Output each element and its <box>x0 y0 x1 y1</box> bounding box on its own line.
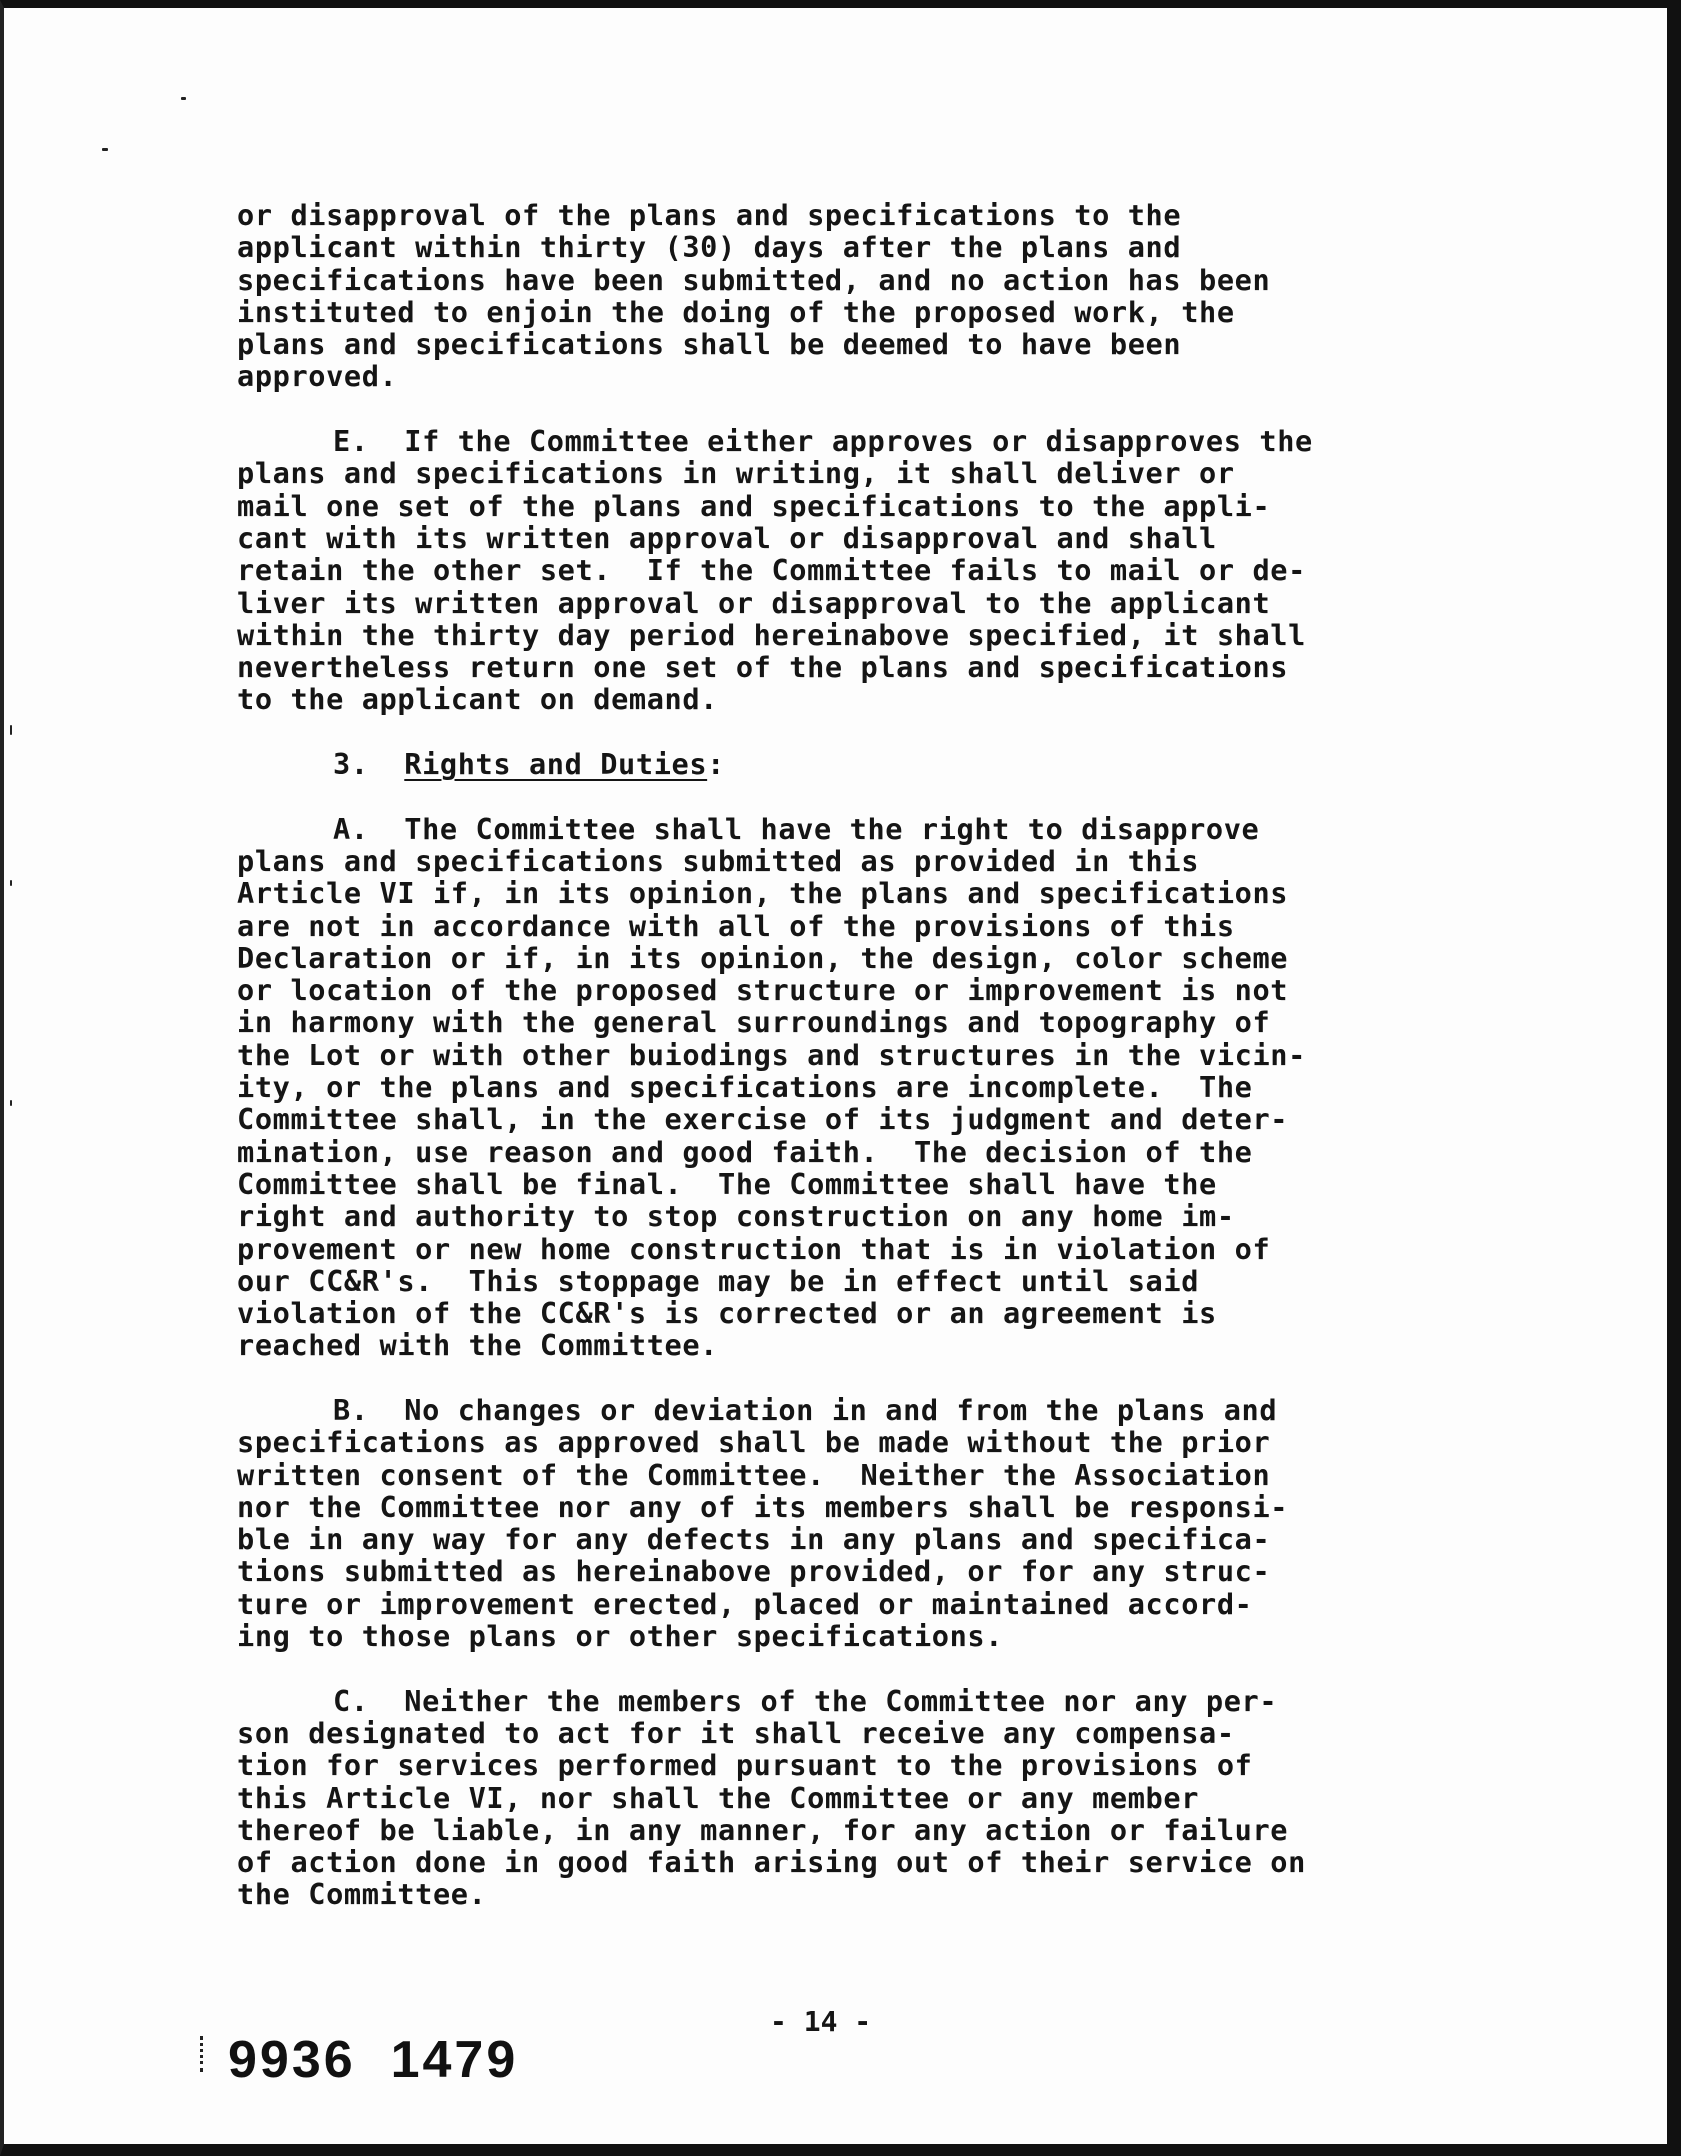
section-suffix: : <box>707 747 725 782</box>
section-number: 3. <box>333 747 369 782</box>
text-line: ity, or the plans and specifications are incomplete. The <box>237 1070 1253 1105</box>
text-line: in harmony with the general surroundings and topography of <box>237 1005 1271 1040</box>
scan-speck <box>181 97 186 100</box>
text-line: of action done in good faith arising out of their service on <box>237 1845 1306 1880</box>
text-line: right and authority to stop construction on any home im- <box>237 1199 1235 1234</box>
text-line: specifications have been submitted, and no action has been <box>237 262 1271 297</box>
margin-mark <box>200 2036 209 2072</box>
paragraph-gap <box>237 780 1417 812</box>
text-line: plans and specifications in writing, it shall deliver or <box>237 456 1235 491</box>
text-line: Committee shall be final. The Committee shall have the <box>237 1166 1217 1201</box>
text-line: the Committee. <box>237 1877 487 1912</box>
paragraph-gap <box>237 1652 1417 1684</box>
scan-speck <box>10 880 12 886</box>
text-line: the Lot or with other buiodings and structures in the vicin- <box>237 1037 1306 1072</box>
text-line: specifications as approved shall be made without the prior <box>237 1425 1271 1460</box>
text-line: applicant within thirty (30) days after the plans and <box>237 230 1182 265</box>
paragraph-c <box>237 1685 1417 1911</box>
paragraph-b <box>237 1394 1417 1652</box>
text-line: provement or new home construction that is in violation of <box>237 1231 1271 1266</box>
text-line: plans and specifications shall be deemed to have been <box>237 327 1182 362</box>
text-line: our CC&R's. This stoppage may be in effect until said <box>237 1263 1200 1298</box>
scan-speck <box>10 1100 12 1106</box>
text-line: nevertheless return one set of the plans and specifications <box>237 650 1289 685</box>
paragraph-a <box>237 813 1417 1362</box>
text-line: ture or improvement erected, placed or maintained accord- <box>237 1586 1253 1621</box>
section-heading <box>237 748 1417 780</box>
section-title: Rights and Duties <box>404 747 708 782</box>
text-line: mail one set of the plans and specifications to the appli- <box>237 488 1271 523</box>
scan-speck <box>102 148 108 151</box>
text-line: liver its written approval or disapproval to the applicant <box>237 585 1271 620</box>
text-line: plans and specifications submitted as provided in this <box>237 843 1200 878</box>
text-line: cant with its written approval or disapproval and shall <box>237 520 1217 555</box>
text-line: approved. <box>237 359 398 394</box>
text-line: within the thirty day period hereinabove specified, it shall <box>237 617 1306 652</box>
scan-speck <box>10 725 12 735</box>
text-line: Declaration or if, in its opinion, the design, color scheme <box>237 940 1289 975</box>
paragraph-e <box>237 425 1417 716</box>
text-line: B. No changes or deviation in and from the plans and <box>333 1392 1278 1427</box>
text-line: this Article VI, nor shall the Committee or any member <box>237 1780 1200 1815</box>
text-line: A. The Committee shall have the right to disapprove <box>333 811 1260 846</box>
text-line: Article VI if, in its opinion, the plans and specifications <box>237 876 1289 911</box>
text-line: thereof be liable, in any manner, for any action or failure <box>237 1812 1289 1847</box>
text-line: reached with the Committee. <box>237 1328 719 1363</box>
text-line: ble in any way for any defects in any plans and specifica- <box>237 1522 1271 1557</box>
text-line: tion for services performed pursuant to the provisions of <box>237 1748 1253 1783</box>
text-line: Committee shall, in the exercise of its judgment and deter- <box>237 1102 1289 1137</box>
text-line: or disapproval of the plans and specifications to the <box>237 198 1182 232</box>
text-line: E. If the Committee either approves or disapproves the <box>333 424 1313 459</box>
text-line: instituted to enjoin the doing of the proposed work, the <box>237 294 1235 329</box>
text-line: retain the other set. If the Committee fails to mail or de- <box>237 553 1306 588</box>
paragraph-gap <box>237 716 1417 748</box>
text-line: ing to those plans or other specifications. <box>237 1619 1004 1654</box>
text-line: are not in accordance with all of the provisions of this <box>237 908 1235 943</box>
continuation-paragraph <box>237 199 1417 393</box>
text-line: tions submitted as hereinabove provided, or for any struc- <box>237 1554 1271 1589</box>
text-line: written consent of the Committee. Neither the Association <box>237 1457 1271 1492</box>
document-code: 9936 1479 <box>228 2031 519 2089</box>
page-number: - 14 - <box>770 2005 872 2038</box>
text-line: to the applicant on demand. <box>237 682 719 717</box>
text-line: mination, use reason and good faith. The decision of the <box>237 1134 1253 1169</box>
text-line: C. Neither the members of the Committee nor any per- <box>333 1683 1278 1718</box>
text-line: son designated to act for it shall receive any compensa- <box>237 1715 1235 1750</box>
document-body <box>237 199 1417 1911</box>
text-line: or location of the proposed structure or improvement is not <box>237 973 1289 1008</box>
text-line: violation of the CC&R's is corrected or an agreement is <box>237 1296 1217 1331</box>
paragraph-gap <box>237 1362 1417 1394</box>
paragraph-gap <box>237 393 1417 425</box>
text-line: nor the Committee nor any of its members shall be responsi- <box>237 1489 1289 1524</box>
